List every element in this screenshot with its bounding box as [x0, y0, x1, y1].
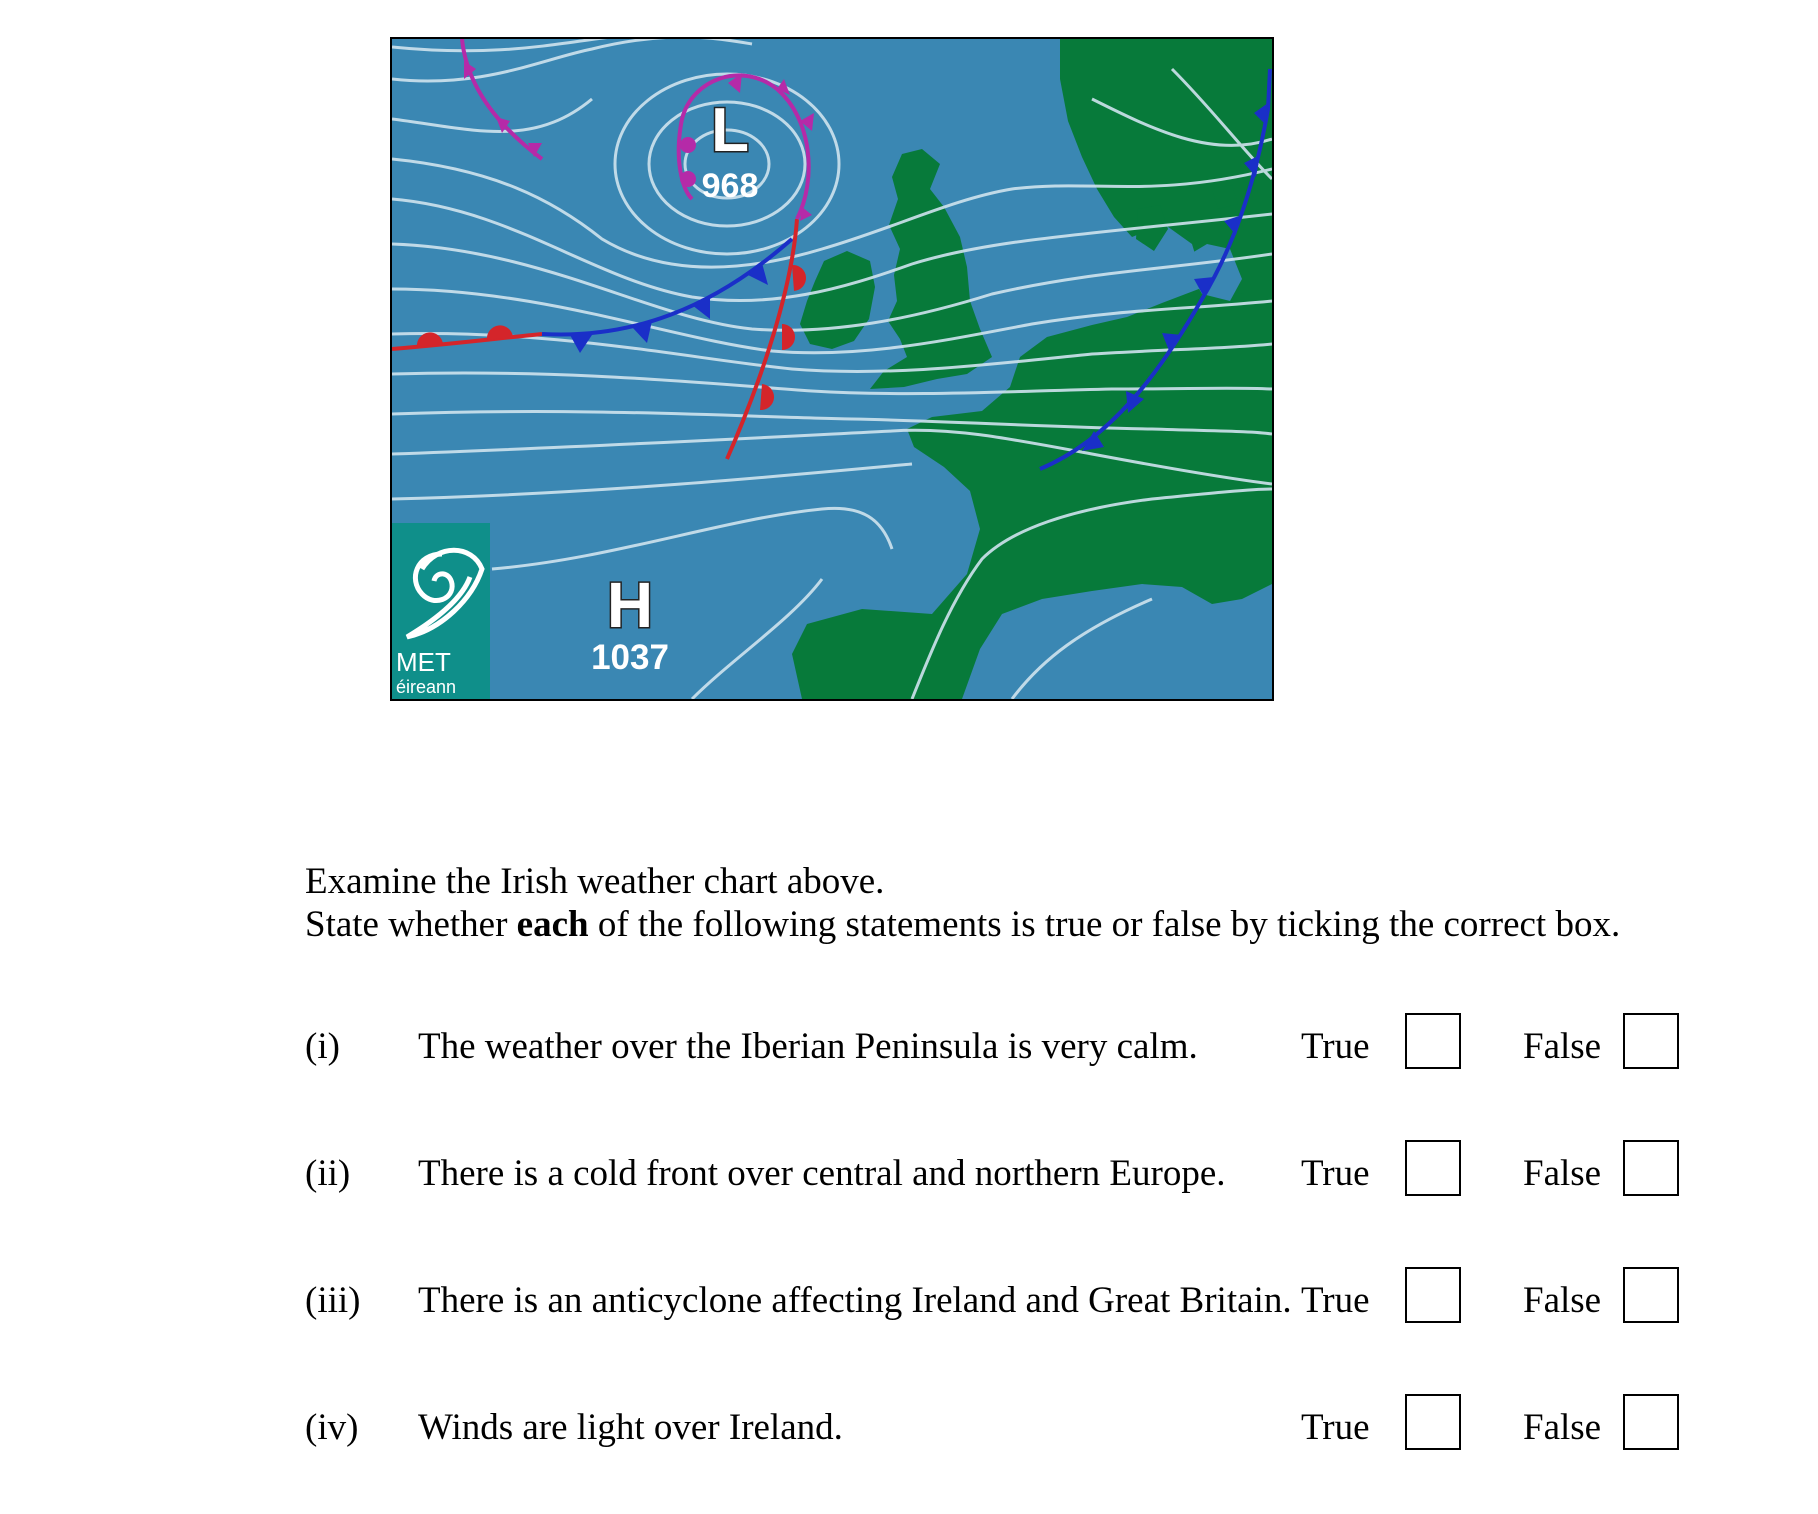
- false-checkbox[interactable]: [1623, 1013, 1679, 1069]
- statement-row: [305, 1013, 1685, 1077]
- statement-text: There is an anticyclone affecting Ireland and Great Britain.: [418, 1280, 1292, 1321]
- statement-row: [305, 1140, 1685, 1204]
- weather-chart-map: [390, 37, 1274, 701]
- instruction-line-1: Examine the Irish weather chart above.: [305, 861, 885, 902]
- statement-number: (i): [305, 1026, 340, 1067]
- met-eireann-logo: [392, 523, 490, 699]
- statement-text: Winds are light over Ireland.: [418, 1407, 843, 1448]
- high-pressure-value: 1037: [591, 638, 669, 677]
- instruction-text-before: State whether: [305, 904, 517, 945]
- false-label: False: [1523, 1280, 1602, 1321]
- true-checkbox[interactable]: [1405, 1140, 1461, 1196]
- statement-number: (iv): [305, 1407, 359, 1448]
- statement-number: (ii): [305, 1153, 351, 1194]
- statement-number: (iii): [305, 1280, 361, 1321]
- true-checkbox[interactable]: [1405, 1013, 1461, 1069]
- logo-text-met: MET: [396, 647, 451, 677]
- instruction-line-2: [305, 903, 1620, 947]
- false-label: False: [1523, 1153, 1602, 1194]
- weather-chart-svg: [392, 39, 1272, 699]
- false-label: False: [1523, 1407, 1602, 1448]
- true-label: True: [1301, 1280, 1370, 1321]
- true-label: True: [1301, 1407, 1370, 1448]
- instruction-text-after: of the following statements is true or false by ticking the correct box.: [588, 904, 1621, 945]
- true-checkbox[interactable]: [1405, 1267, 1461, 1323]
- false-checkbox[interactable]: [1623, 1140, 1679, 1196]
- false-checkbox[interactable]: [1623, 1394, 1679, 1450]
- statement-row: [305, 1394, 1685, 1458]
- true-label: True: [1301, 1153, 1370, 1194]
- false-checkbox[interactable]: [1623, 1267, 1679, 1323]
- true-label: True: [1301, 1026, 1370, 1067]
- true-checkbox[interactable]: [1405, 1394, 1461, 1450]
- logo-text-eireann: éireann: [396, 677, 457, 697]
- statement-row: [305, 1267, 1685, 1331]
- low-pressure-symbol: L: [711, 96, 749, 165]
- statement-text: The weather over the Iberian Peninsula is very calm.: [418, 1026, 1198, 1067]
- statement-text: There is a cold front over central and northern Europe.: [418, 1153, 1226, 1194]
- high-pressure-symbol: H: [606, 569, 654, 641]
- instruction-text-bold: each: [516, 904, 589, 945]
- low-pressure-value: 968: [701, 167, 759, 205]
- false-label: False: [1523, 1026, 1602, 1067]
